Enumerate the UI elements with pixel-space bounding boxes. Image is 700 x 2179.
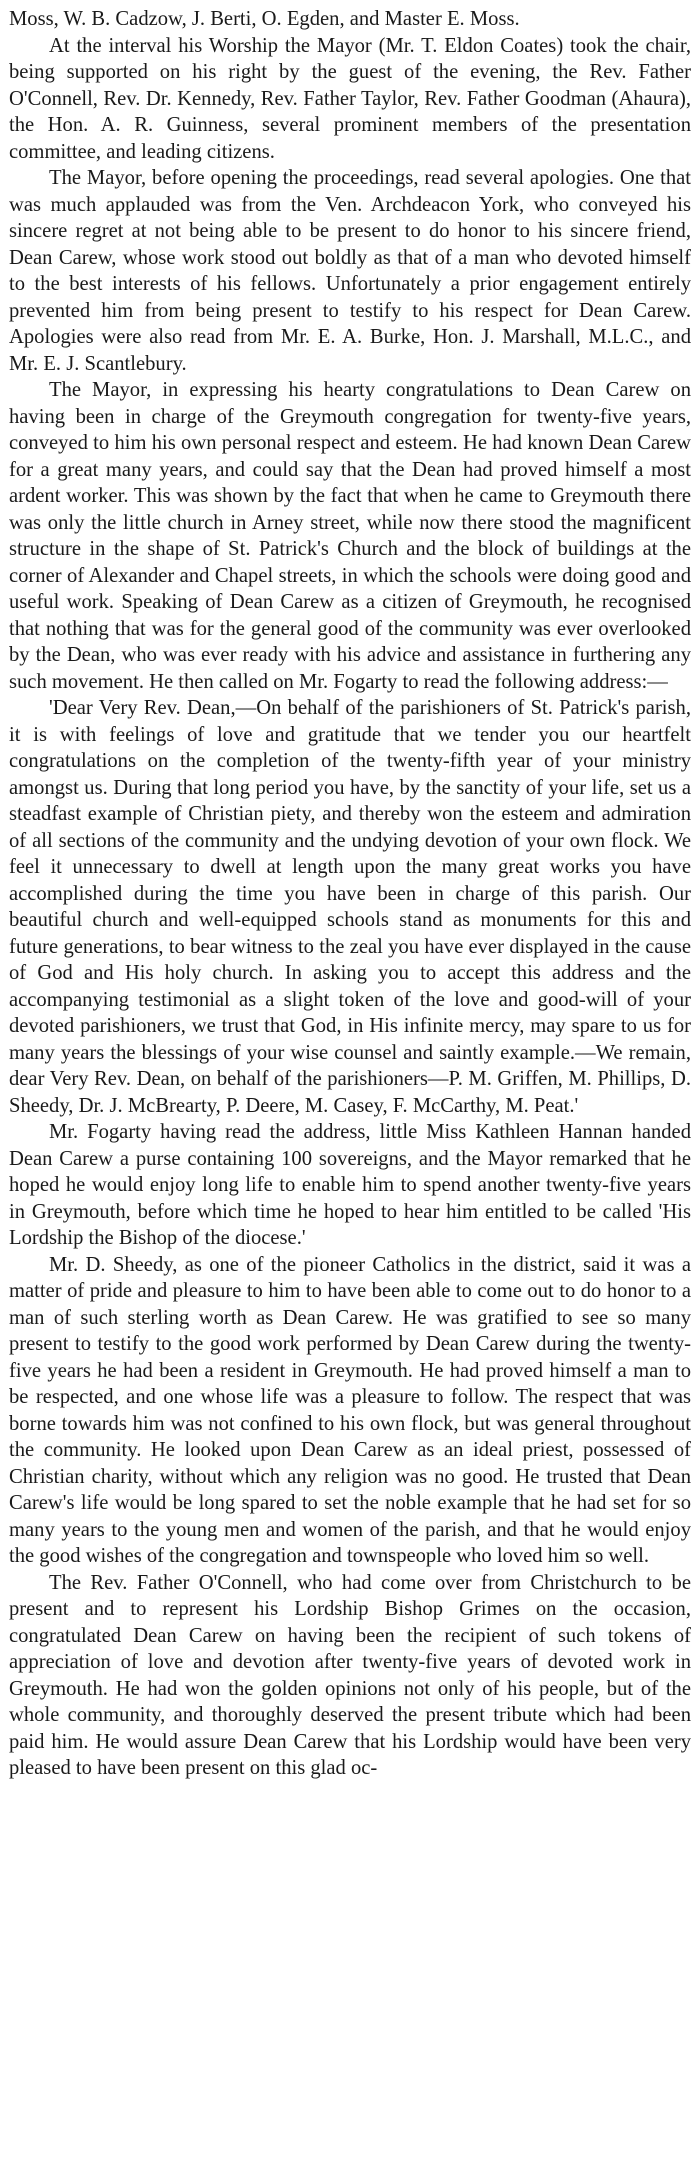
paragraph-sheedy-speech: Mr. D. Sheedy, as one of the pioneer Catholics in the district, said it was a matter of pride and pleasure to him to have been able to come out to do honor to a man of such sterling worth as Dean Carew. He was gratified to see so many present to testify to the good work performed by Dean Carew during the twenty-five years he had been a resident in Greymouth. He had proved himself a man to be respected, and one whose life was a pleasure to follow. The respect that was borne towards him was not confined to his own flock, but was general throughout the community. He looked upon Dean Carew as an ideal priest, possessed of Christian charity, without which any religion was no good. He trusted that Dean Carew's life would be long spared to set the noble example that he had set for so many years to the young men and women of the parish, and that he would enjoy the good wishes of the congregation and townspeople who loved him so well. [9, 1253, 691, 1567]
paragraph-purse-presentation: Mr. Fogarty having read the address, little Miss Kathleen Hannan handed Dean Carew a purse containing 100 sovereigns, and the Mayor remarked that he hoped he would enjoy long life to enable him to spend another twenty-five years in Greymouth, before which time he hoped to hear him entitled to be called 'His Lordship the Bishop of the diocese.' [9, 1121, 691, 1249]
paragraph-attendees-continued: Moss, W. B. Cadzow, J. Berti, O. Egden, and Master E. Moss. [9, 8, 520, 30]
paragraph-oconnell-speech: The Rev. Father O'Connell, who had come over from Christchurch to be present and to represent his Lordship Bishop Grimes on the occasion, congratulated Dean Carew on having been the recipient of such tokens of appreciation of love and devotion after twenty-five years of devoted work in Greymouth. He had won the golden opinions not only of his people, but of the whole community, and thoroughly deserved the present tribute which had been paid him. He would assure Dean Carew that his Lordship would have been very pleased to have been present on this glad oc- [9, 1571, 691, 1779]
paragraph-mayor-takes-chair: At the interval his Worship the Mayor (Mr. T. Eldon Coates) took the chair, being supported on his right by the guest of the evening, the Rev. Father O'Connell, Rev. Dr. Kennedy, Rev. Father Taylor, Rev. Father Goodman (Ahaura), the Hon. A. R. Guinness, several prominent members of the presentation committee, and leading citizens. [9, 34, 691, 163]
paragraph-apologies: The Mayor, before opening the proceedings, read several apologies. One that was much applauded was from the Ven. Archdeacon York, who conveyed his sincere regret at not being able to be present to do honor to his sincere friend, Dean Carew, whose work stood out boldly as that of a man who devoted himself to the best interests of his fellows. Unfortunately a prior engagement entirely prevented him from being present to testify to his respect for Dean Carew. Apologies were also read from Mr. E. A. Burke, Hon. J. Marshall, M.L.C., and Mr. E. J. Scantlebury. [9, 167, 691, 375]
paragraph-mayor-congratulations: The Mayor, in expressing his hearty congratulations to Dean Carew on having been in charge of the Greymouth congregation for twenty-five years, conveyed to him his own personal respect and esteem. He had known Dean Carew for a great many years, and could say that the Dean had proved himself a most ardent worker. This was shown by the fact that when he came to Greymouth there was only the little church in Arney street, while now there stood the magnificent structure in the shape of St. Patrick's Church and the block of buildings at the corner of Alexander and Chapel streets, in which the schools were doing good and useful work. Speaking of Dean Carew as a citizen of Greymouth, he recognised that nothing that was for the general good of the community was ever overlooked by the Dean, who was ever ready with his advice and assistance in furthering any such movement. He then called on Mr. Fogarty to read the following address:— [9, 379, 691, 693]
paragraph-parishioners-address: 'Dear Very Rev. Dean,—On behalf of the parishioners of St. Patrick's parish, it is with feelings of love and gratitude that we tender you our heartfelt congratulations on the completion of the twenty-fifth year of your ministry amongst us. During that long period you have, by the sanctity of your life, set us a steadfast example of Christian piety, and thereby won the esteem and admiration of all sections of the community and the undying devotion of your own flock. We feel it unnecessary to dwell at length upon the many great works you have accomplished during the time you have been in charge of this parish. Our beautiful church and well-equipped schools stand as monuments for this and future generations, to bear witness to the zeal you have ever displayed in the cause of God and His holy church. In asking you to accept this address and the accompanying testimonial as a slight token of the love and good-will of your devoted parishioners, we trust that God, in His infinite mercy, may spare to us for many years the blessings of your wise counsel and saintly example.—We remain, dear Very Rev. Dean, on behalf of the parishioners—P. M. Griffen, M. Phillips, D. Sheedy, Dr. J. McBrearty, P. Deere, M. Casey, F. McCarthy, M. Peat.' [9, 697, 691, 1117]
